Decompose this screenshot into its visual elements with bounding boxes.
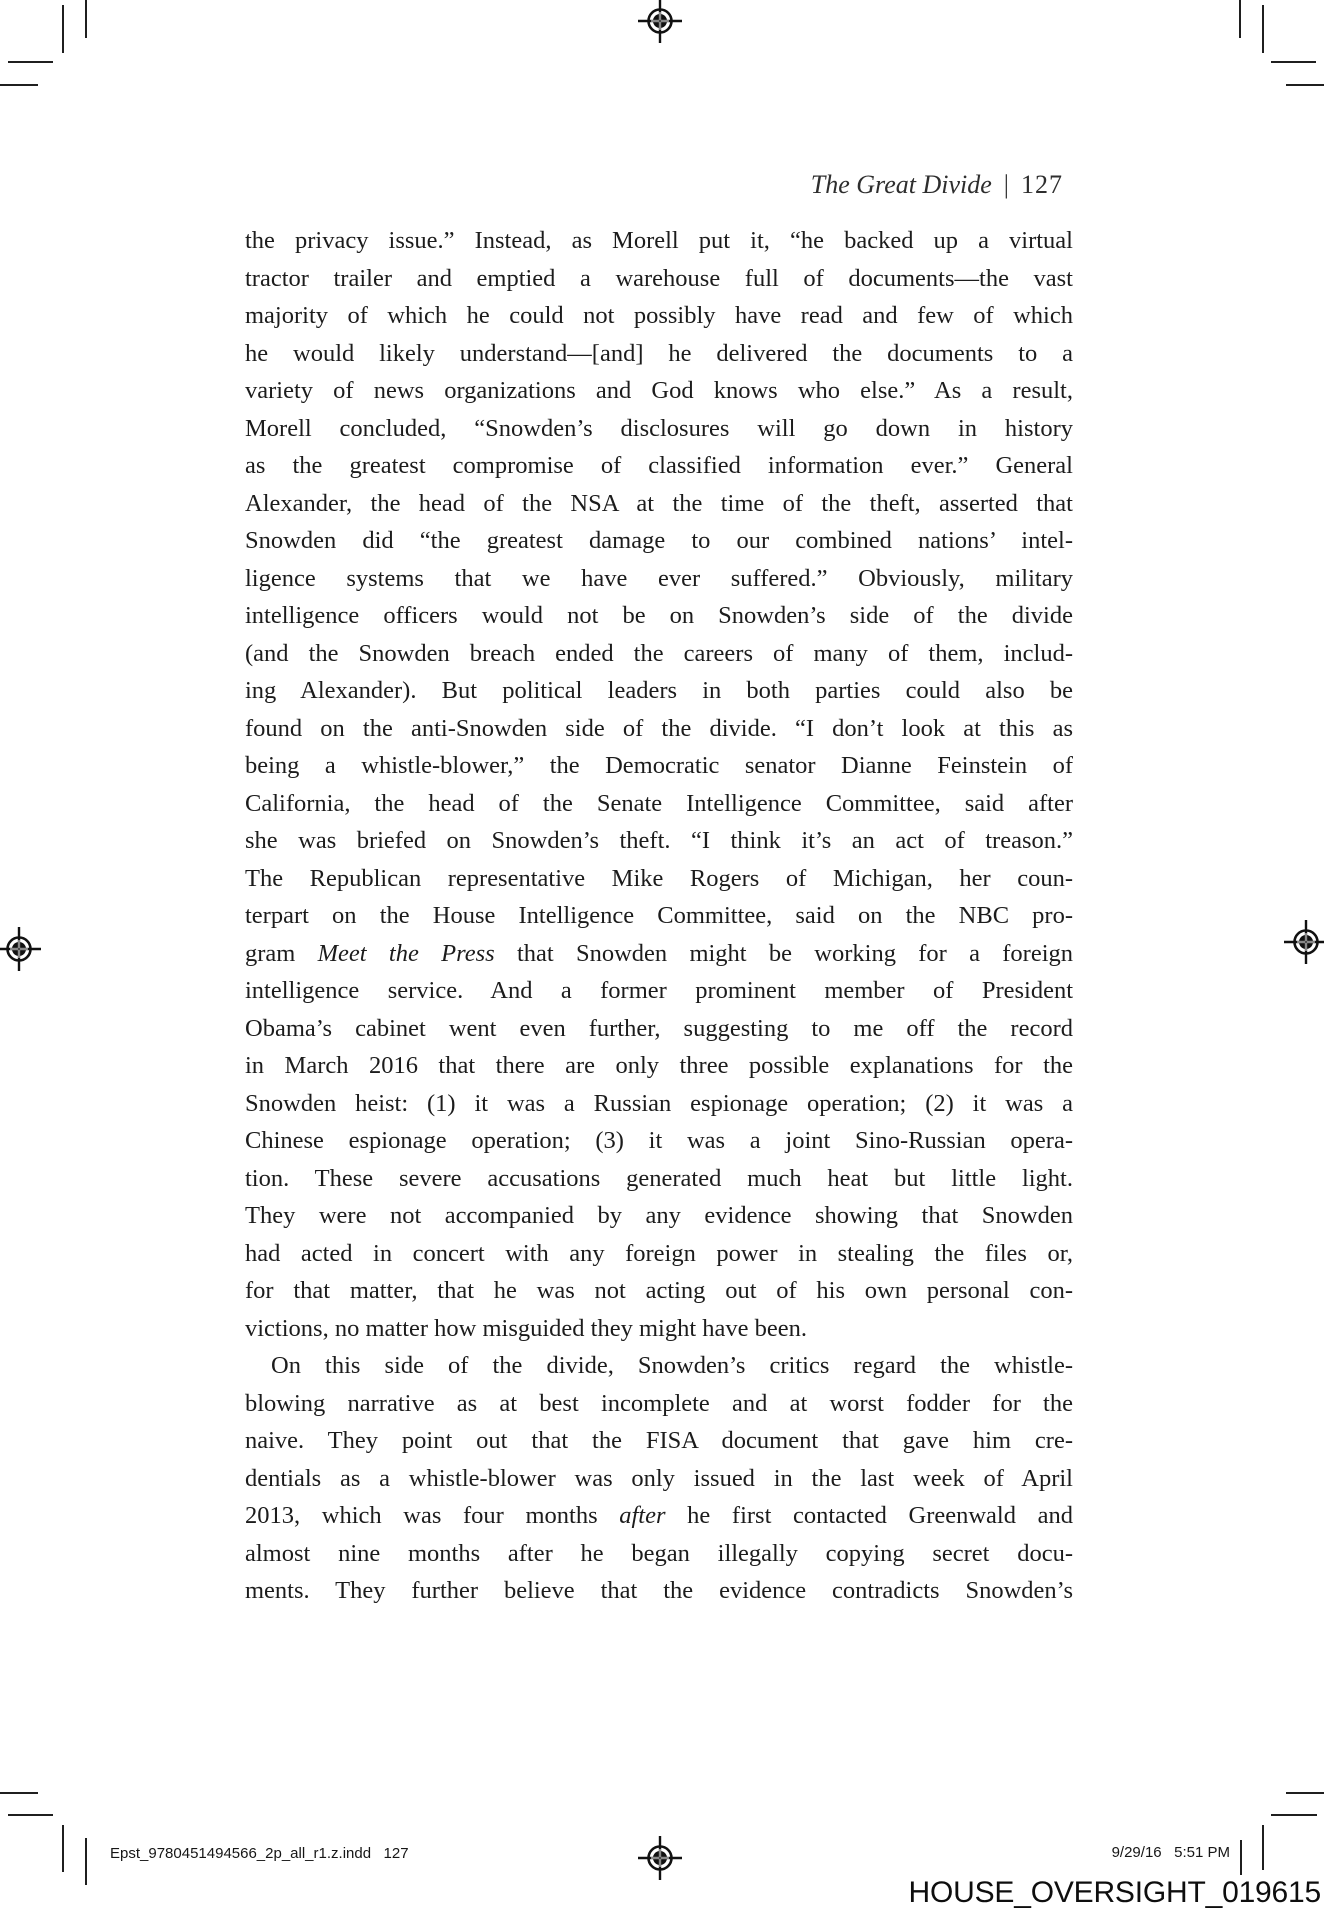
text-line: ments. They further believe that the evidence contradicts Snowden’s	[245, 1577, 1073, 1604]
header-separator: |	[1003, 170, 1009, 199]
text-line: Obama’s cabinet went even further, suggesting to me off the record	[245, 1014, 1073, 1042]
text-line: naive. They point out that the FISA document that gave him cre-	[245, 1427, 1073, 1454]
crop-mark	[1271, 61, 1316, 63]
text-line: as the greatest compromise of classified information ever.” General	[245, 452, 1073, 479]
crop-mark	[1286, 84, 1324, 86]
text-line: On this side of the divide, Snowden’s critics regard the whistle-	[271, 1352, 1073, 1379]
text-line: majority of which he could not possibly have read and few of which	[245, 302, 1073, 329]
footer-file-info: Epst_9780451494566_2p_all_r1.z.indd 127	[110, 1845, 409, 1862]
text-line: ing Alexander). But political leaders in both parties could also be	[245, 677, 1073, 704]
crop-mark	[8, 1814, 53, 1816]
crop-mark	[1271, 1814, 1317, 1816]
text-line: The Republican representative Mike Rogers of Michigan, her coun-	[245, 864, 1073, 892]
text-line: he would likely understand—[and] he delivered the documents to a	[245, 339, 1073, 367]
crop-mark	[8, 61, 53, 63]
text-line: (and the Snowden breach ended the careers of many of them, includ-	[245, 639, 1073, 667]
crop-mark	[1240, 1840, 1242, 1875]
text-line: Snowden heist: (1) it was a Russian espionage operation; (2) it was a	[245, 1089, 1073, 1117]
page-header	[811, 170, 1063, 200]
text-line: gram Meet the Press that Snowden might be working for a foreign	[245, 939, 1073, 967]
text-line: blowing narrative as at best incomplete and at worst fodder for the	[245, 1389, 1073, 1417]
body-text	[245, 222, 1073, 1610]
crop-mark	[1286, 1792, 1324, 1794]
oversight-watermark: HOUSE_OVERSIGHT_019615	[908, 1876, 1321, 1909]
text-line: intelligence service. And a former prominent member of President	[245, 977, 1073, 1004]
text-line: variety of news organizations and God knows who else.” As a result,	[245, 377, 1073, 404]
text-line: almost nine months after he began illegally copying secret docu-	[245, 1539, 1073, 1567]
crop-mark	[0, 1792, 38, 1794]
crop-mark	[62, 5, 64, 53]
registration-target-icon	[638, 0, 682, 43]
text-line: 2013, which was four months after he first contacted Greenwald and	[245, 1502, 1073, 1529]
registration-target-icon	[1284, 920, 1324, 964]
crop-mark	[0, 84, 38, 86]
text-line: in March 2016 that there are only three possible explanations for the	[245, 1052, 1073, 1079]
text-line: had acted in concert with any foreign power in stealing the files or,	[245, 1239, 1073, 1267]
text-line: Chinese espionage operation; (3) it was a joint Sino-Russian opera-	[245, 1127, 1073, 1154]
text-line: victions, no matter how misguided they might have been.	[245, 1314, 808, 1342]
text-line: intelligence officers would not be on Snowden’s side of the divide	[245, 602, 1073, 629]
crop-mark	[85, 0, 87, 38]
text-line: Alexander, the head of the NSA at the time of the theft, asserted that	[245, 489, 1073, 517]
crop-mark	[85, 1838, 87, 1885]
crop-mark	[1262, 5, 1264, 53]
text-line: found on the anti-Snowden side of the divide. “I don’t look at this as	[245, 714, 1073, 742]
text-line: being a whistle-blower,” the Democratic senator Dianne Feinstein of	[245, 752, 1073, 779]
text-line: ligence systems that we have ever suffered.” Obviously, military	[245, 564, 1073, 592]
crop-mark	[1262, 1825, 1264, 1870]
text-line: tractor trailer and emptied a warehouse full of documents—the vast	[245, 264, 1073, 292]
crop-mark	[1239, 0, 1241, 38]
text-line: she was briefed on Snowden’s theft. “I think it’s an act of treason.”	[245, 827, 1073, 854]
text-line: They were not accompanied by any evidence showing that Snowden	[245, 1202, 1073, 1229]
text-line: tion. These severe accusations generated much heat but little light.	[245, 1164, 1073, 1192]
header-title: The Great Divide	[810, 170, 992, 199]
text-line: the privacy issue.” Instead, as Morell put it, “he backed up a virtual	[245, 227, 1073, 254]
text-line: Morell concluded, “Snowden’s disclosures will go down in history	[245, 414, 1073, 442]
text-line: California, the head of the Senate Intelligence Committee, said after	[245, 789, 1073, 817]
text-line: Snowden did “the greatest damage to our combined nations’ intel-	[245, 527, 1073, 554]
text-line: dentials as a whistle-blower was only issued in the last week of April	[245, 1464, 1073, 1492]
text-line: terpart on the House Intelligence Committee, said on the NBC pro-	[245, 902, 1073, 929]
registration-target-icon	[638, 1836, 682, 1880]
crop-mark	[62, 1825, 64, 1872]
registration-target-icon	[0, 927, 41, 971]
text-line: for that matter, that he was not acting out of his own personal con-	[245, 1277, 1073, 1304]
page-number: 127	[1021, 170, 1063, 199]
footer-timestamp: 9/29/16 5:51 PM	[1111, 1844, 1230, 1861]
